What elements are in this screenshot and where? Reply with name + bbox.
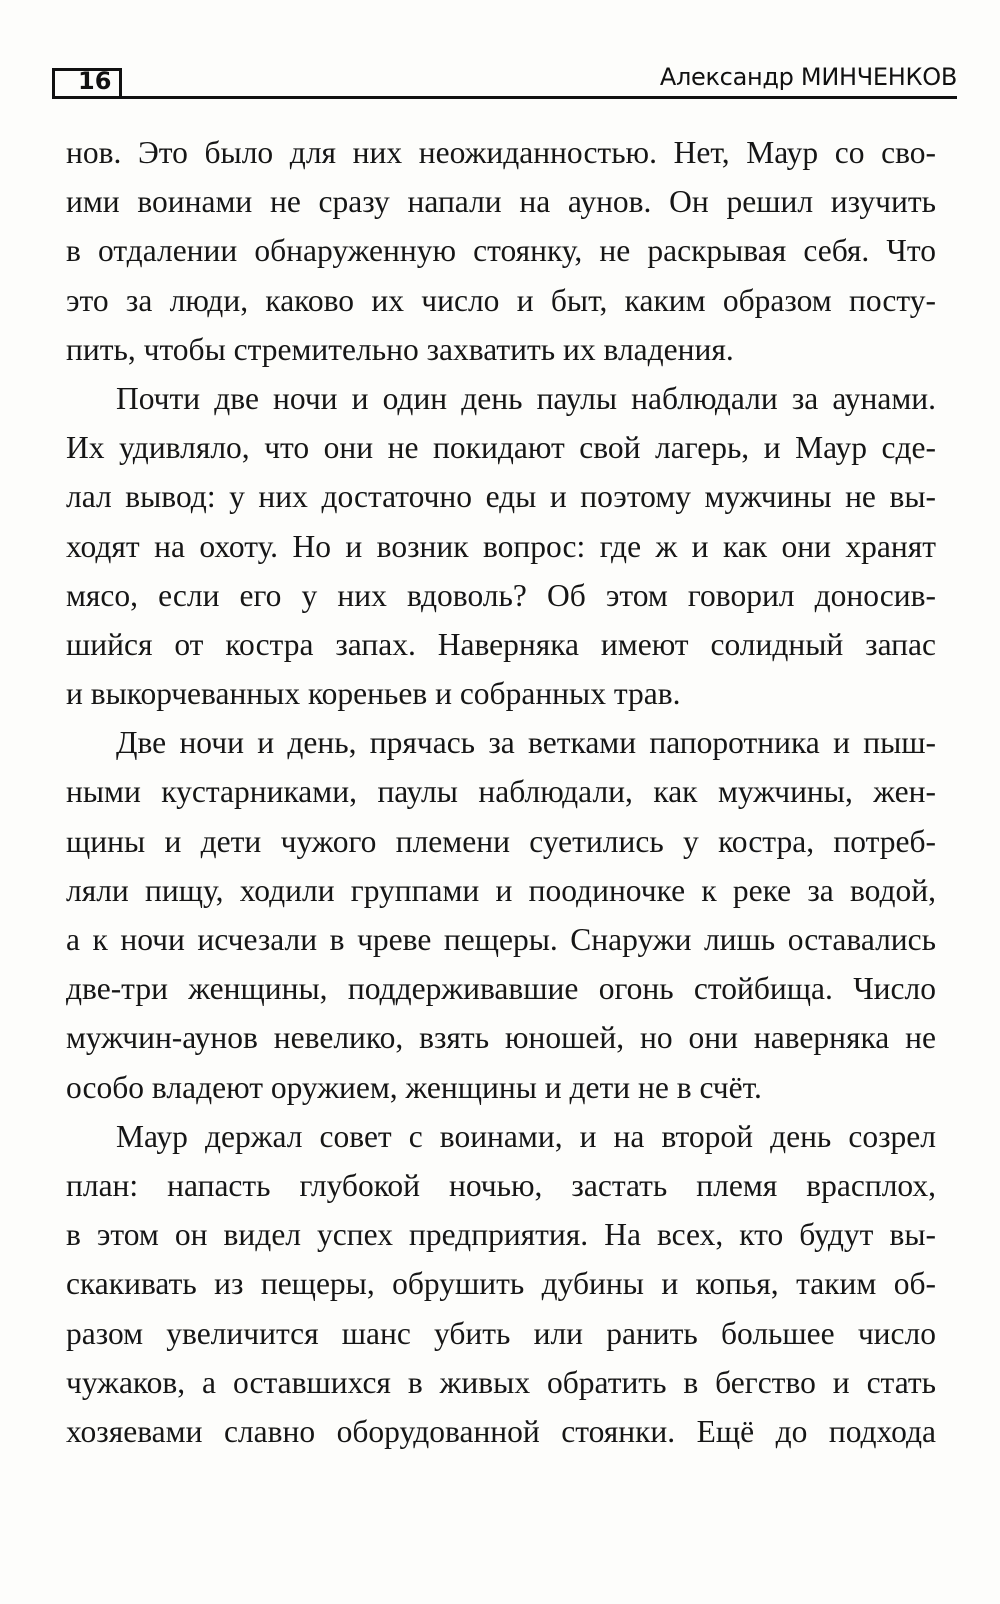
text-line: ими воинами не сразу напали на аунов. Он решил изучить: [66, 184, 936, 220]
text-line: Их удивляло, что они не покидают свой лагерь, и Маур сде-: [66, 430, 936, 466]
text-line: чужаков, а оставшихся в живых обратить в бегство и стать: [66, 1364, 936, 1400]
running-head-author: Александр МИНЧЕНКОВ: [659, 63, 957, 91]
text-line: лал вывод: у них достаточно еды и поэтому мужчины не вы-: [66, 479, 936, 515]
text-line: особо владеют оружием, женщины и дети не в счёт.: [66, 1069, 762, 1105]
paragraph-2: [66, 374, 936, 718]
text-line: мужчин-аунов невелико, взять юношей, но они наверняка не: [66, 1020, 936, 1056]
text-line: шийся от костра запах. Наверняка имеют солидный запас: [66, 626, 936, 662]
paragraph-4: [66, 1112, 936, 1456]
text-line: ными кустарниками, паулы наблюдали, как мужчины, жен-: [66, 774, 936, 810]
paragraph-1: [66, 128, 936, 374]
text-line: разом увеличится шанс убить или ранить большее число: [66, 1315, 936, 1351]
text-line: а к ночи исчезали в чреве пещеры. Снаружи лишь оставались: [66, 922, 936, 957]
running-header: [52, 62, 957, 102]
text-line: ляли пищу, ходили группами и поодиночке к реке за водой,: [66, 872, 936, 908]
text-line: план: напасть глубокой ночью, застать племя врасплох,: [66, 1167, 936, 1203]
text-line: мясо, если его у них вдоволь? Об этом говорил доносив-: [66, 577, 936, 613]
header-rule: [52, 96, 957, 99]
text-line: хозяевами славно оборудованной стоянки. Ещё до подхода: [66, 1413, 936, 1449]
text-line: Маур держал совет с воинами, и на второй день созрел: [116, 1118, 936, 1154]
text-line: ходят на охоту. Но и возник вопрос: где ж и как они хранят: [66, 528, 936, 564]
text-line: Почти две ночи и один день паулы наблюдали за аунами.: [116, 380, 936, 416]
text-line: скакивать из пещеры, обрушить дубины и копья, таким об-: [66, 1266, 936, 1302]
paragraph-3: [66, 718, 936, 1112]
text-line: пить, чтобы стремительно захватить их владения.: [66, 331, 734, 367]
page-number: 16: [78, 67, 112, 95]
body-text: [66, 128, 936, 1456]
text-line: щины и дети чужого племени суетились у костра, потреб-: [66, 823, 936, 859]
text-line: это за люди, каково их число и быт, каким образом посту-: [66, 282, 936, 318]
text-line: две-три женщины, поддерживавшие огонь стойбища. Число: [66, 971, 936, 1007]
text-line: и выкорчеванных кореньев и собранных трав.: [66, 676, 681, 712]
text-line: Две ночи и день, прячась за ветками папоротника и пыш-: [116, 725, 936, 761]
text-line: в отдалении обнаруженную стоянку, не раскрывая себя. Что: [66, 233, 936, 269]
text-line: в этом он видел успех предприятия. На всех, кто будут вы-: [66, 1217, 936, 1253]
text-line: нов. Это было для них неожиданностью. Нет, Маур со сво-: [66, 135, 936, 170]
